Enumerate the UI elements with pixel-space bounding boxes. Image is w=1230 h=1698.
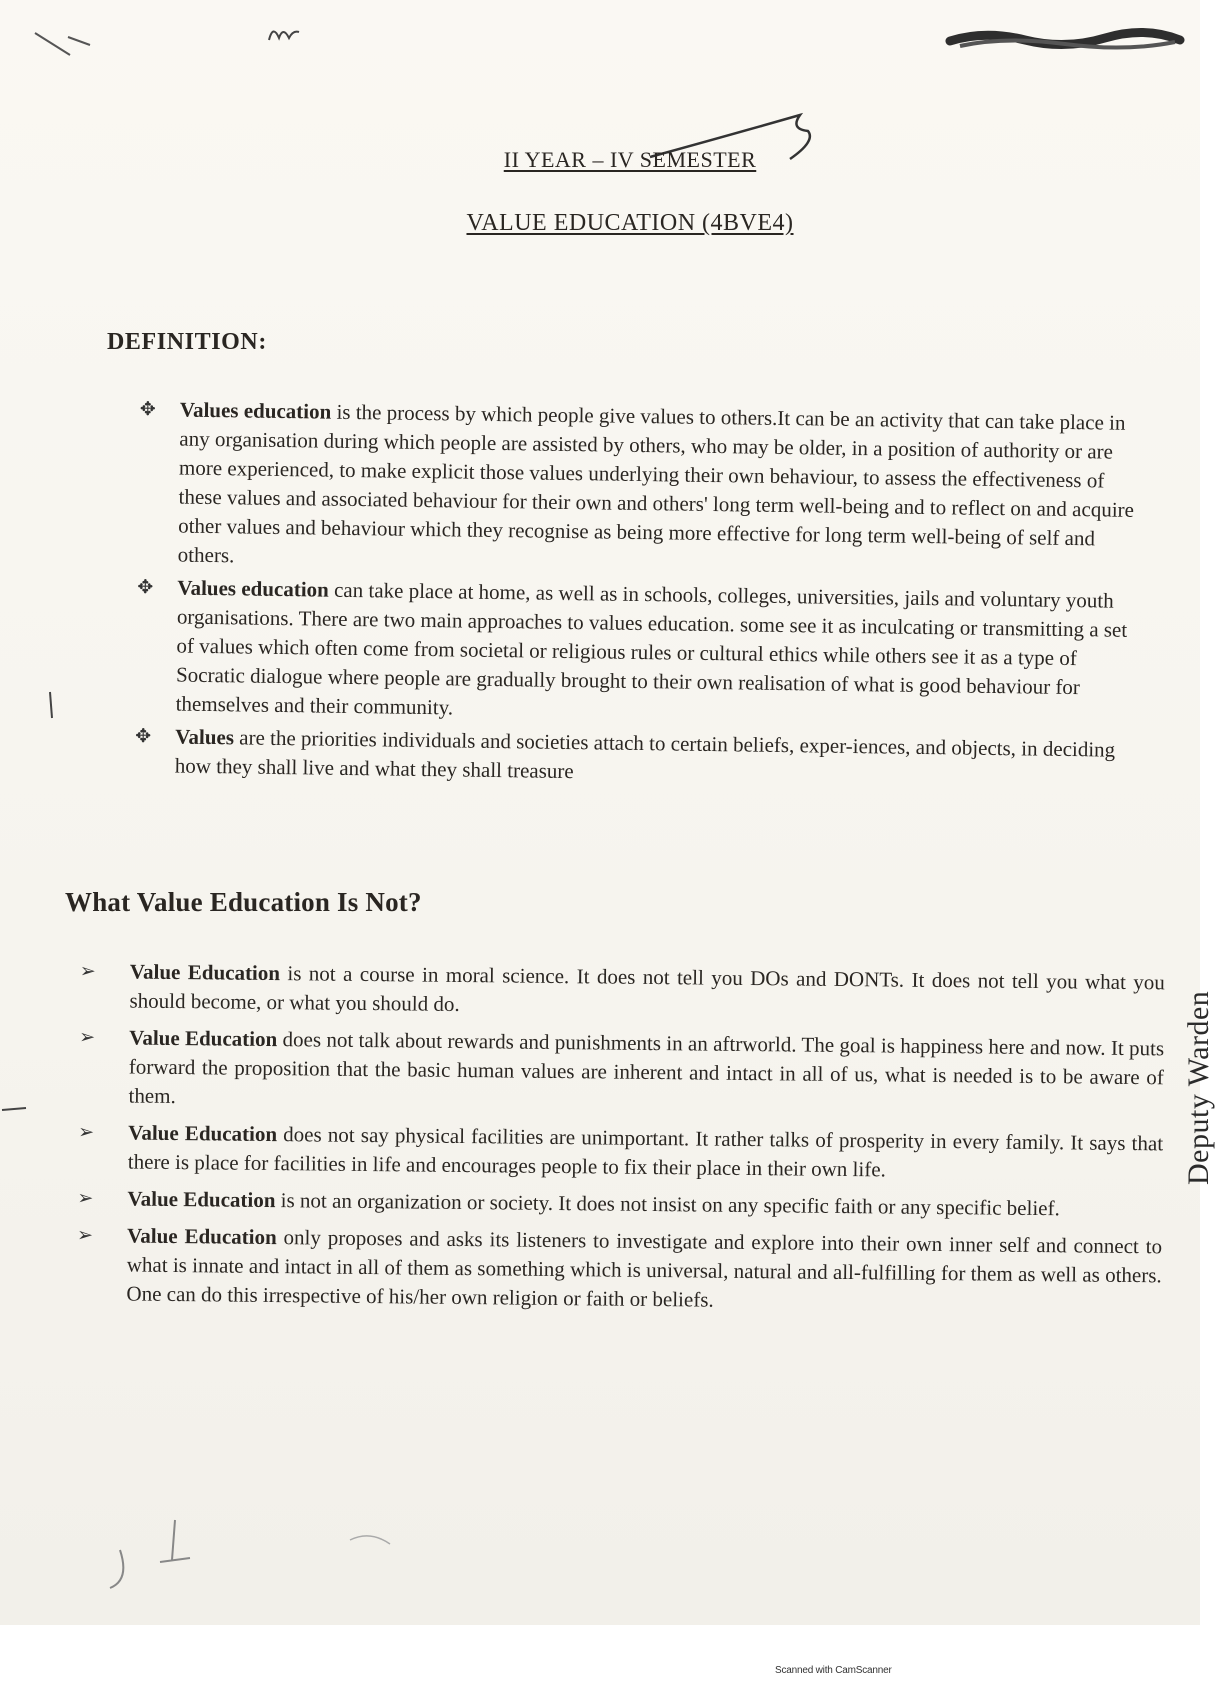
arrowhead-bullet-icon: ➢ <box>78 1120 95 1144</box>
definition-text: can take place at home, as well as in schools, colleges, universities, jails and voluntary youth organisations. There are two main approaches to values education. some see it as inculcating or transmitting a set of values which often come from societal or religious rules or cultural ethics while others see it as a type of Socratic dialogue where people are gradually brought to their own realisation of what is good behaviour for themselves and their community. <box>175 577 1128 720</box>
definition-heading: DEFINITION: <box>107 329 267 355</box>
not-point-text: does not say physical facilities are unimportant. It rather talks of prosperity in every family. It says that there is place for facilities in life and encourages people to fix their place in their own life. <box>127 1122 1164 1182</box>
margin-dash-mark <box>0 1100 40 1120</box>
section-heading: What Value Education Is Not? <box>65 887 422 917</box>
arrowhead-bullet-icon: ➢ <box>77 1186 94 1210</box>
margin-tick-mark <box>30 25 100 65</box>
not-point-text: is not a course in moral science. It does not tell you DOs and DONTs. It does not tell you what you should become, or what you should do. <box>129 961 1165 1016</box>
diamond-dot-bullet-icon: ✥ <box>139 397 156 421</box>
not-points-list <box>76 957 1165 1327</box>
definition-lead: Values <box>175 724 235 750</box>
scanner-watermark: Scanned with CamScanner <box>775 1665 892 1676</box>
definition-list <box>135 395 1140 798</box>
not-point-item <box>77 1184 1162 1224</box>
margin-tick-line <box>40 690 60 720</box>
not-point-item <box>76 1221 1162 1319</box>
deputy-warden-stamp: Deputy Warden <box>1182 990 1215 1185</box>
not-point-lead: Value Education <box>127 1186 276 1213</box>
definition-item <box>135 573 1137 732</box>
definition-item <box>135 722 1136 794</box>
arrowhead-bullet-icon: ➢ <box>76 1223 94 1247</box>
definition-lead: Values education <box>179 397 332 424</box>
bottom-doodle-marks <box>100 1510 460 1590</box>
arrowhead-bullet-icon: ➢ <box>79 959 96 983</box>
semester-heading: II YEAR – IV SEMESTER <box>503 147 757 172</box>
not-point-lead: Value Education <box>128 1120 278 1147</box>
scan-footer-strip <box>0 1625 1200 1698</box>
definition-text: are the priorities individuals and societies attach to certain beliefs, exper-iences, and objects, in deciding how they shall live and what they shall treasure <box>174 725 1116 784</box>
not-point-lead: Value Education <box>129 959 281 986</box>
diamond-dot-bullet-icon: ✥ <box>135 724 152 748</box>
diamond-dot-bullet-icon: ✥ <box>137 575 154 599</box>
not-point-item <box>78 1023 1164 1121</box>
not-point-item <box>79 957 1165 1026</box>
definition-lead: Values education <box>177 575 329 602</box>
not-point-lead: Value Education <box>126 1223 277 1250</box>
not-point-text: is not an organization or society. It does not insist on any specific faith or any specific belief. <box>275 1188 1060 1221</box>
definition-item <box>138 395 1140 583</box>
not-point-item <box>78 1118 1164 1187</box>
definition-text: is the process by which people give values to others.It can be an activity that can take place in any organisation during which people are assisted by others, who may be older, in a position of authority or are more experienced, to make explicit those values underlying their own behaviour, to assess the effectiveness of these values and associated behaviour for their own and others' long term well-being and to reflect on and acquire other values and behaviour which they recognise as being more effective for long term well-being of self and others. <box>177 399 1135 568</box>
course-title: VALUE EDUCATION (4BVE4) <box>466 210 794 236</box>
not-point-text: only proposes and asks its listeners to investigate and explore into their own inner self and connect to what is innate and intact in all of them as something which is universal, natural and all-fulfilling for them as well as others. One can do this irrespective of his/her own religion or faith or beliefs. <box>126 1225 1163 1312</box>
scribble-mark <box>265 18 305 48</box>
not-point-lead: Value Education <box>129 1025 278 1052</box>
arrowhead-bullet-icon: ➢ <box>79 1025 96 1049</box>
not-point-text: does not talk about rewards and punishments in an aftrworld. The goal is happiness here and now. It puts forward the proposition that the basic human values are inherent and intact in all of us, what is needed is to be aware of them. <box>128 1027 1165 1109</box>
redacted-ink-scribble <box>945 26 1185 56</box>
